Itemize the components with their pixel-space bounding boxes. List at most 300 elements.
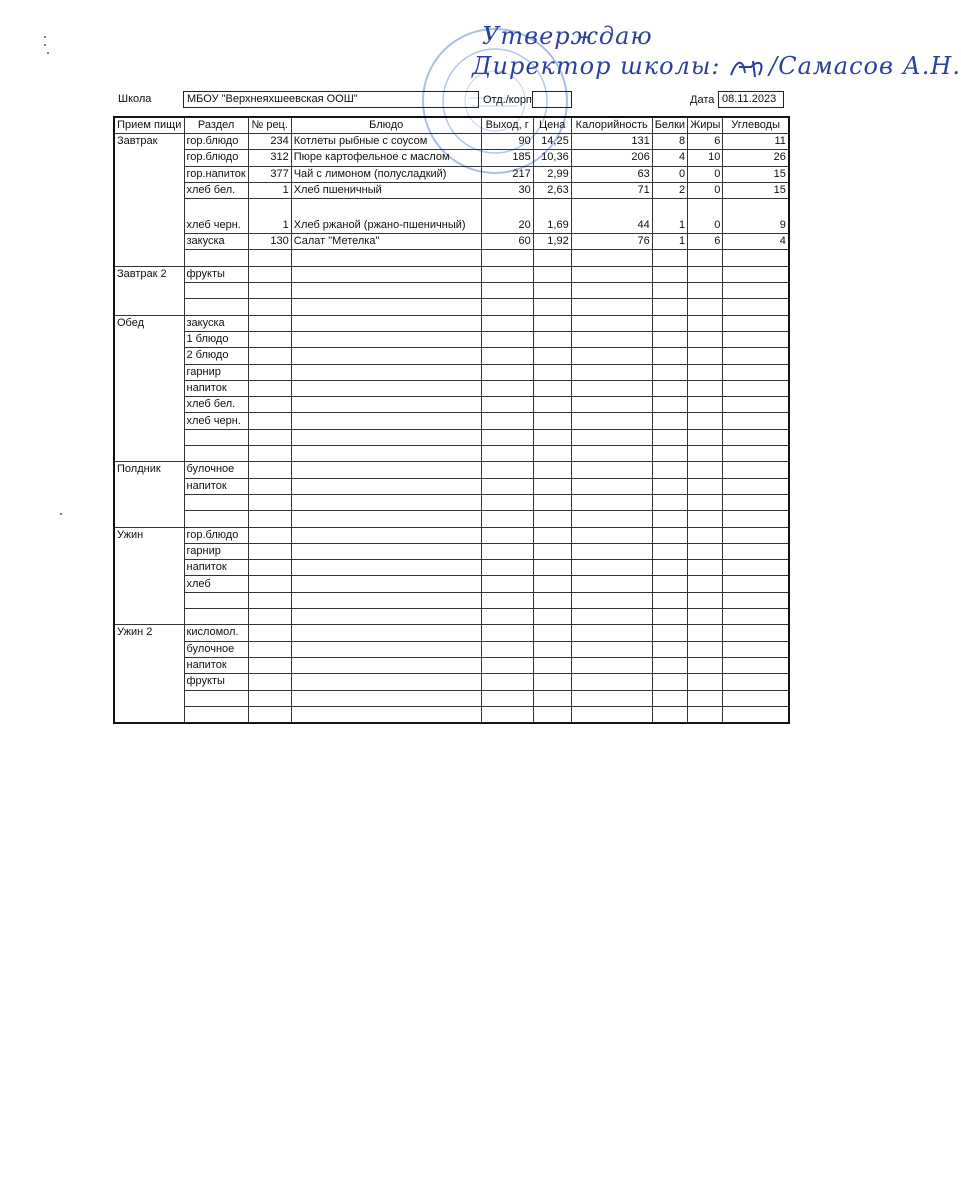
table-row [114,690,789,706]
cell-cal [571,266,652,282]
cell-protein [652,429,687,445]
cell-yield [481,592,533,608]
cell-dish [291,397,481,413]
table-row [114,150,789,166]
cell-protein [652,609,687,625]
cell-yield: 185 [481,150,533,166]
cell-protein [652,543,687,559]
dept-field [532,91,572,108]
cell-protein [652,315,687,331]
cell-yield [481,674,533,690]
cell-price [533,641,571,657]
approval-line1: Утверждаю [482,22,653,50]
table-row [114,182,789,198]
cell-recipe [248,543,291,559]
cell-recipe: 1 [248,199,291,234]
table-row [114,234,789,250]
table-row [114,478,789,494]
cell-price [533,625,571,641]
cell-fat [688,250,723,266]
cell-section: гарнир [184,543,248,559]
cell-recipe [248,494,291,510]
cell-fat: 10 [688,150,723,166]
cell-protein [652,348,687,364]
cell-yield [481,250,533,266]
cell-section [184,609,248,625]
cell-dish: Котлеты рыбные с соусом [291,134,481,150]
cell-recipe [248,511,291,527]
cell-fat [688,299,723,315]
table-row [114,266,789,282]
cell-recipe [248,576,291,592]
cell-carbs: 11 [723,134,789,150]
date-label: Дата [690,94,715,106]
cell-price [533,478,571,494]
table-row [114,250,789,266]
cell-protein [652,494,687,510]
cell-dish [291,250,481,266]
cell-fat [688,364,723,380]
table-row [114,576,789,592]
cell-price [533,674,571,690]
cell-section: булочное [184,641,248,657]
cell-price [533,250,571,266]
cell-cal [571,331,652,347]
cell-protein [652,592,687,608]
cell-section: закуска [184,234,248,250]
cell-carbs [723,331,789,347]
cell-section: хлеб черн. [184,199,248,234]
column-header: Цена [533,117,571,134]
date-field: 08.11.2023 [718,91,784,108]
cell-section: гор.блюдо [184,134,248,150]
cell-fat [688,576,723,592]
cell-fat [688,283,723,299]
cell-cal [571,429,652,445]
cell-dish [291,413,481,429]
cell-section: напиток [184,380,248,396]
cell-carbs: 15 [723,182,789,198]
cell-carbs [723,690,789,706]
cell-protein [652,446,687,462]
cell-dish [291,576,481,592]
cell-dish [291,299,481,315]
cell-recipe [248,397,291,413]
cell-carbs [723,315,789,331]
cell-yield [481,331,533,347]
cell-recipe: 234 [248,134,291,150]
cell-price: 1,69 [533,199,571,234]
cell-dish [291,364,481,380]
cell-fat: 0 [688,182,723,198]
cell-recipe [248,283,291,299]
cell-price [533,494,571,510]
cell-yield [481,511,533,527]
cell-carbs [723,560,789,576]
cell-price [533,446,571,462]
cell-fat [688,706,723,723]
cell-section: гор.блюдо [184,527,248,543]
cell-dish: Чай с лимоном (полусладкий) [291,166,481,182]
cell-recipe [248,625,291,641]
cell-section: фрукты [184,266,248,282]
cell-recipe [248,299,291,315]
cell-price: 14,25 [533,134,571,150]
cell-fat [688,462,723,478]
cell-yield [481,462,533,478]
cell-recipe [248,380,291,396]
cell-recipe: 312 [248,150,291,166]
meal-name: Полдник [114,462,184,527]
cell-price [533,576,571,592]
cell-fat: 0 [688,166,723,182]
cell-cal: 44 [571,199,652,234]
column-header: № рец. [248,117,291,134]
cell-cal [571,690,652,706]
table-row [114,380,789,396]
cell-recipe [248,331,291,347]
column-header: Прием пищи [114,117,184,134]
cell-yield: 20 [481,199,533,234]
cell-dish [291,560,481,576]
cell-cal: 71 [571,182,652,198]
table-row [114,527,789,543]
cell-recipe [248,250,291,266]
cell-price [533,527,571,543]
cell-fat [688,609,723,625]
cell-yield [481,657,533,673]
table-row [114,511,789,527]
table-row [114,134,789,150]
table-row [114,397,789,413]
cell-carbs [723,462,789,478]
cell-protein [652,641,687,657]
table-row [114,283,789,299]
cell-cal [571,462,652,478]
cell-dish [291,657,481,673]
cell-yield [481,348,533,364]
cell-price [533,609,571,625]
cell-protein: 0 [652,166,687,182]
cell-dish [291,706,481,723]
cell-yield: 217 [481,166,533,182]
cell-section: 1 блюдо [184,331,248,347]
cell-carbs [723,413,789,429]
cell-protein [652,462,687,478]
cell-fat [688,690,723,706]
cell-section [184,429,248,445]
cell-cal [571,560,652,576]
column-header: Выход, г [481,117,533,134]
cell-cal [571,494,652,510]
cell-yield [481,706,533,723]
table-row [114,625,789,641]
cell-dish [291,462,481,478]
cell-recipe [248,364,291,380]
cell-section [184,494,248,510]
dept-label: Отд./корп [483,94,532,106]
cell-dish [291,266,481,282]
menu-table [113,116,790,724]
cell-protein [652,331,687,347]
cell-fat [688,641,723,657]
approval-line2 [472,52,961,80]
cell-yield [481,413,533,429]
cell-carbs [723,266,789,282]
cell-cal [571,446,652,462]
cell-fat [688,429,723,445]
cell-section [184,706,248,723]
cell-recipe: 377 [248,166,291,182]
cell-protein [652,299,687,315]
cell-dish: Хлеб пшеничный [291,182,481,198]
cell-section: кисломол. [184,625,248,641]
cell-cal [571,413,652,429]
cell-dish [291,429,481,445]
cell-carbs [723,625,789,641]
cell-section: булочное [184,462,248,478]
cell-recipe [248,413,291,429]
cell-dish: Хлеб ржаной (ржано-пшеничный) [291,199,481,234]
cell-dish [291,543,481,559]
cell-carbs [723,543,789,559]
cell-cal [571,609,652,625]
cell-recipe [248,690,291,706]
cell-fat [688,315,723,331]
cell-carbs [723,527,789,543]
cell-section: гор.напиток [184,166,248,182]
cell-fat: 0 [688,199,723,234]
cell-cal [571,543,652,559]
school-label: Школа [118,93,152,105]
cell-yield [481,576,533,592]
cell-yield [481,543,533,559]
cell-dish [291,690,481,706]
cell-recipe [248,462,291,478]
cell-yield [481,690,533,706]
cell-section: хлеб [184,576,248,592]
cell-cal: 131 [571,134,652,150]
cell-yield [481,527,533,543]
cell-price [533,706,571,723]
cell-fat [688,348,723,364]
cell-section: гор.блюдо [184,150,248,166]
cell-protein [652,560,687,576]
table-row [114,446,789,462]
cell-price [533,380,571,396]
cell-recipe [248,609,291,625]
table-row [114,641,789,657]
cell-section: гарнир [184,364,248,380]
table-row [114,592,789,608]
cell-protein [652,397,687,413]
cell-yield [481,625,533,641]
table-row [114,494,789,510]
cell-carbs: 4 [723,234,789,250]
cell-section: закуска [184,315,248,331]
cell-carbs [723,364,789,380]
table-row [114,543,789,559]
cell-yield: 30 [481,182,533,198]
cell-cal [571,511,652,527]
column-header: Жиры [688,117,723,134]
cell-protein: 8 [652,134,687,150]
cell-cal: 76 [571,234,652,250]
cell-dish [291,511,481,527]
cell-yield [481,478,533,494]
cell-carbs [723,592,789,608]
cell-fat [688,674,723,690]
cell-protein: 1 [652,234,687,250]
cell-section [184,283,248,299]
cell-yield [481,609,533,625]
cell-price [533,299,571,315]
cell-fat [688,478,723,494]
cell-protein [652,266,687,282]
table-row [114,429,789,445]
cell-dish [291,478,481,494]
cell-fat [688,413,723,429]
table-row [114,331,789,347]
cell-section: хлеб бел. [184,397,248,413]
cell-dish [291,674,481,690]
cell-carbs [723,429,789,445]
cell-price: 2,63 [533,182,571,198]
cell-dish [291,380,481,396]
table-row [114,199,789,234]
cell-section [184,690,248,706]
school-name-field: МБОУ "Верхнеяхшеевская ООШ" [183,91,479,108]
cell-section [184,299,248,315]
cell-recipe [248,674,291,690]
cell-recipe [248,527,291,543]
cell-recipe: 130 [248,234,291,250]
cell-yield [481,364,533,380]
cell-protein [652,478,687,494]
meal-name: Завтрак [114,134,184,267]
cell-recipe [248,429,291,445]
cell-fat [688,543,723,559]
cell-fat [688,446,723,462]
cell-protein: 1 [652,199,687,234]
cell-carbs [723,641,789,657]
cell-price [533,657,571,673]
cell-fat [688,331,723,347]
table-row [114,462,789,478]
cell-yield [481,560,533,576]
cell-fat: 6 [688,134,723,150]
cell-price [533,364,571,380]
column-header: Углеводы [723,117,789,134]
table-row [114,657,789,673]
table-row [114,706,789,723]
cell-price [533,511,571,527]
cell-fat [688,266,723,282]
approval-title: Директор школы: [472,52,730,80]
cell-recipe [248,478,291,494]
table-row [114,348,789,364]
cell-yield [481,429,533,445]
cell-cal [571,315,652,331]
cell-protein [652,706,687,723]
cell-cal [571,674,652,690]
cell-dish [291,592,481,608]
cell-dish [291,348,481,364]
cell-cal [571,706,652,723]
cell-price [533,429,571,445]
cell-carbs [723,299,789,315]
cell-price [533,283,571,299]
cell-protein [652,250,687,266]
cell-recipe [248,657,291,673]
table-row [114,609,789,625]
approval-signer: /Самасов А.Н. [769,52,961,80]
cell-recipe [248,560,291,576]
cell-cal [571,657,652,673]
cell-section [184,446,248,462]
scan-speck [47,52,49,54]
cell-cal [571,397,652,413]
cell-yield [481,641,533,657]
cell-price [533,397,571,413]
table-row [114,413,789,429]
cell-recipe [248,592,291,608]
column-header: Белки [652,117,687,134]
cell-fat [688,560,723,576]
cell-price [533,413,571,429]
cell-price [533,592,571,608]
cell-yield [481,283,533,299]
cell-cal [571,283,652,299]
cell-yield: 60 [481,234,533,250]
cell-dish [291,609,481,625]
cell-yield [481,266,533,282]
cell-carbs [723,250,789,266]
cell-carbs: 9 [723,199,789,234]
scan-speck [44,36,46,38]
meal-name: Ужин [114,527,184,625]
cell-carbs [723,397,789,413]
cell-protein [652,657,687,673]
cell-carbs [723,674,789,690]
cell-recipe [248,706,291,723]
cell-section [184,511,248,527]
cell-recipe: 1 [248,182,291,198]
cell-fat [688,380,723,396]
table-row [114,315,789,331]
cell-price: 1,92 [533,234,571,250]
cell-cal [571,299,652,315]
cell-dish [291,446,481,462]
cell-carbs [723,478,789,494]
cell-dish [291,283,481,299]
cell-carbs [723,348,789,364]
cell-dish [291,331,481,347]
cell-carbs [723,576,789,592]
cell-section: хлеб черн. [184,413,248,429]
cell-cal [571,625,652,641]
cell-fat: 6 [688,234,723,250]
cell-dish: Пюре картофельное с маслом [291,150,481,166]
cell-carbs [723,380,789,396]
cell-section: фрукты [184,674,248,690]
cell-recipe [248,446,291,462]
cell-price [533,266,571,282]
cell-fat [688,511,723,527]
cell-cal [571,250,652,266]
cell-carbs: 15 [723,166,789,182]
cell-recipe [248,348,291,364]
